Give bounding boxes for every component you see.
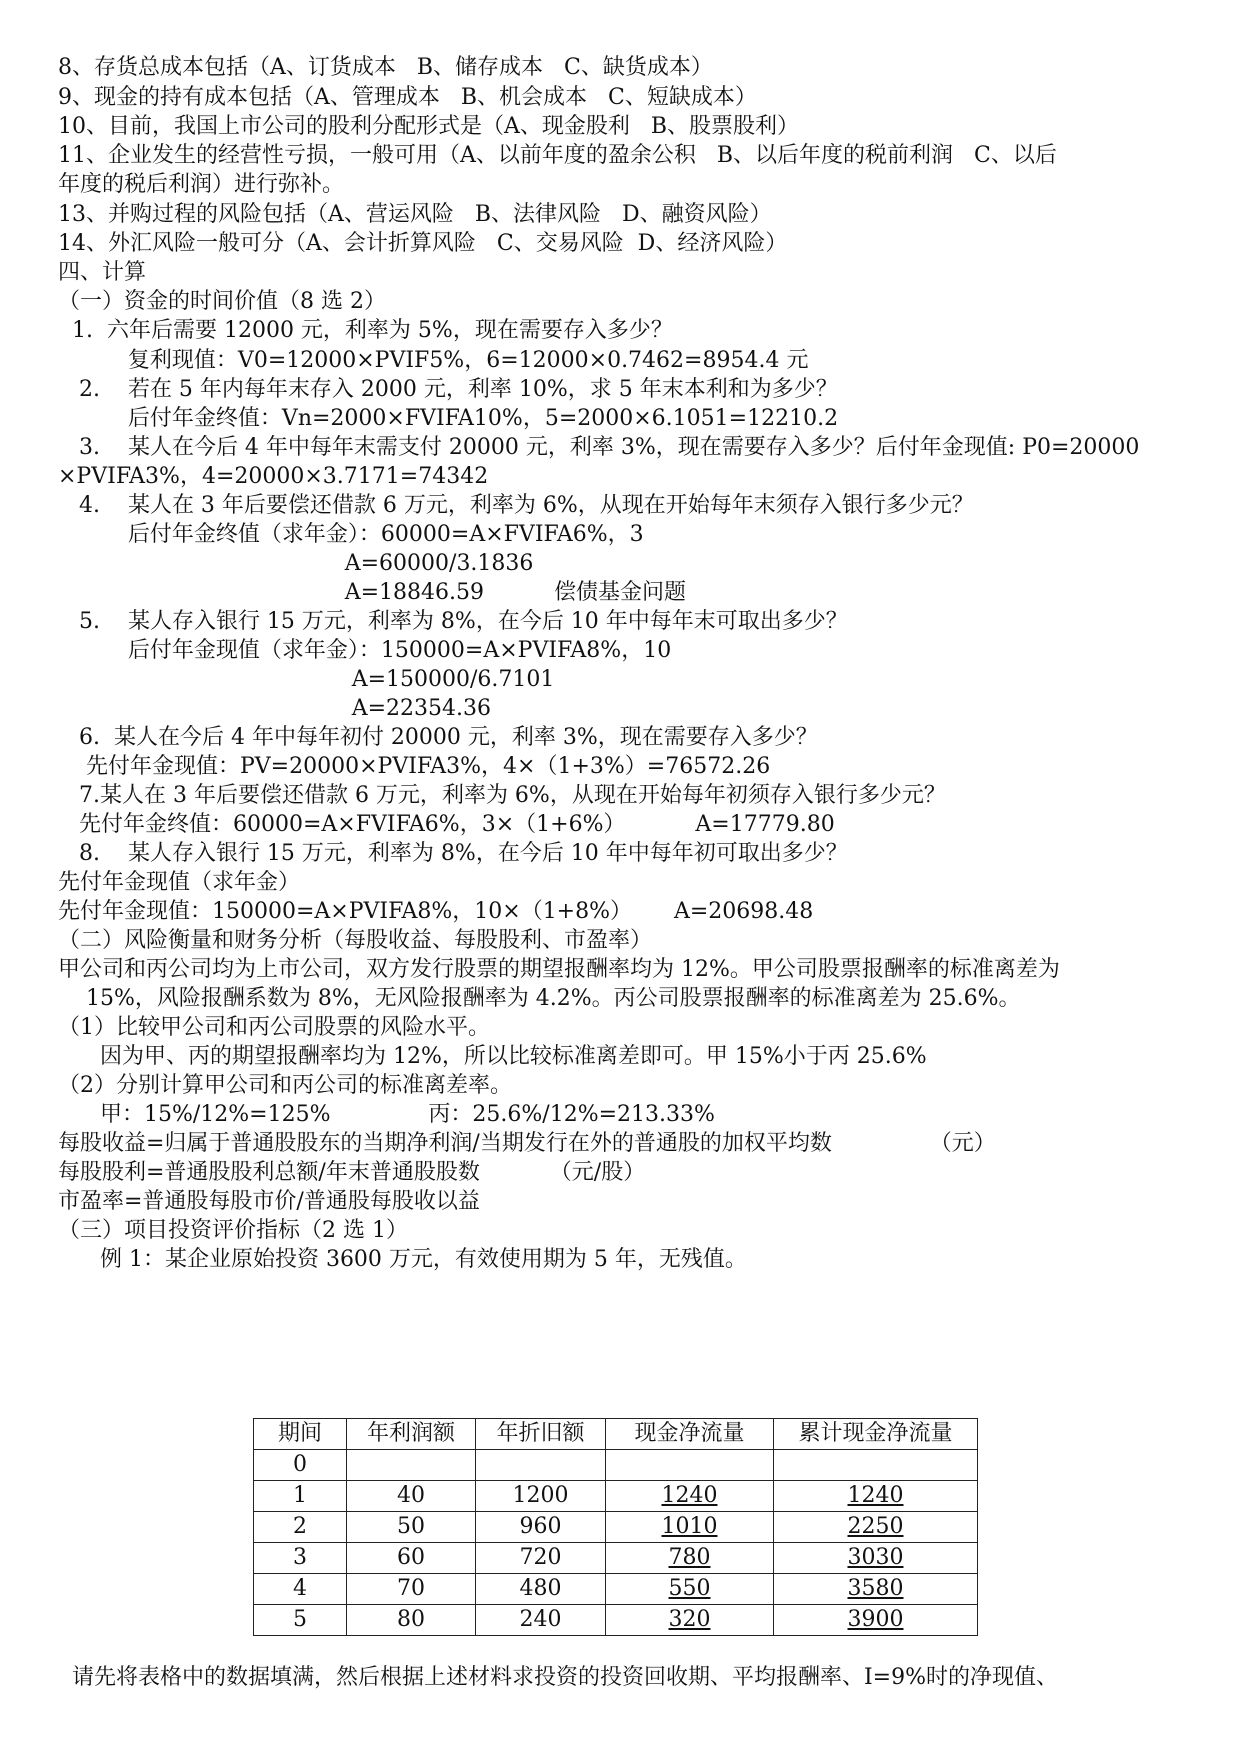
table-cell: 550 xyxy=(606,1574,774,1605)
table-cell: 5 xyxy=(254,1605,347,1636)
text-line: 年度的税后利润）进行弥补。 xyxy=(58,172,345,197)
table-row xyxy=(254,1574,978,1605)
footer-text-line: 请先将表格中的数据填满，然后根据上述材料求投资的投资回收期、平均报酬率、I=9%时的净现值、 xyxy=(58,1665,1059,1690)
table-cell xyxy=(476,1450,606,1481)
text-line: 1. 六年后需要 12000 元，利率为 5%，现在需要存入多少？ xyxy=(58,318,673,343)
text-line: 2. 若在 5 年内每年末存入 2000 元，利率 10%，求 5 年末本利和为多少？ xyxy=(58,377,838,402)
text-line: 每股股利=普通股股利总额/年末普通股股数 （元/股） xyxy=(58,1160,646,1185)
text-line: 后付年金终值：Vn=2000×FVIFA10%，5=2000×6.1051=12210.2 xyxy=(58,406,839,431)
text-line: 15%，风险报酬系数为 8%，无风险报酬率为 4.2%。丙公司股票报酬率的标准离差为 25.6%。 xyxy=(58,986,1021,1011)
table-header-cell: 现金净流量 xyxy=(606,1419,774,1450)
text-line: 每股收益=归属于普通股股东的当期净利润/当期发行在外的普通股的加权平均数 （元） xyxy=(58,1131,996,1156)
table-cell: 3030 xyxy=(774,1543,978,1574)
text-line: 甲公司和丙公司均为上市公司，双方发行股票的期望报酬率均为 12%。甲公司股票报酬率的标准离差为 xyxy=(58,957,1060,982)
text-line: 复利现值：V0=12000×PVIF5%，6=12000×0.7462=8954.4 元 xyxy=(58,348,809,373)
section-heading: 四、计算 xyxy=(58,260,147,285)
table-cell xyxy=(774,1450,978,1481)
table-header-cell: 期间 xyxy=(254,1419,347,1450)
text-line: 10、目前，我国上市公司的股利分配形式是（A、现金股利 B、股票股利） xyxy=(58,114,800,139)
subsection-heading: （三）项目投资评价指标（2 选 1） xyxy=(58,1218,408,1243)
cash-flow-table xyxy=(253,1418,978,1636)
table-cell: 50 xyxy=(347,1512,476,1543)
text-line: 后付年金终值（求年金）：60000=A×FVIFA6%，3 xyxy=(58,522,644,547)
table-cell: 3580 xyxy=(774,1574,978,1605)
table-cell: 1200 xyxy=(476,1481,606,1512)
table-cell: 3 xyxy=(254,1543,347,1574)
text-line: （1）比较甲公司和丙公司股票的风险水平。 xyxy=(58,1015,490,1040)
text-line: 4. 某人在 3 年后要偿还借款 6 万元，利率为 6%，从现在开始每年末须存入银行多少元？ xyxy=(58,493,974,518)
table-cell: 960 xyxy=(476,1512,606,1543)
text-line: 先付年金现值：150000=A×PVIFA8%，10×（1+8%） A=20698.48 xyxy=(58,899,814,924)
text-line: 8. 某人存入银行 15 万元，利率为 8%，在今后 10 年中每年初可取出多少？ xyxy=(58,841,848,866)
text-line: A=22354.36 xyxy=(58,696,492,721)
text-line: 9、现金的持有成本包括（A、管理成本 B、机会成本 C、短缺成本） xyxy=(58,85,757,110)
subsection-heading: （一）资金的时间价值（8 选 2） xyxy=(58,289,386,314)
table-cell: 60 xyxy=(347,1543,476,1574)
text-line: 市盈率=普通股每股市价/普通股每股收以益 xyxy=(58,1189,480,1214)
table-header-cell: 累计现金净流量 xyxy=(774,1419,978,1450)
text-line: 后付年金现值（求年金）：150000=A×PVIFA8%，10 xyxy=(58,638,672,663)
text-line: 例 1：某企业原始投资 3600 万元，有效使用期为 5 年，无残值。 xyxy=(58,1247,747,1272)
table-cell: 1 xyxy=(254,1481,347,1512)
text-line: 5. 某人存入银行 15 万元，利率为 8%，在今后 10 年中每年末可取出多少？ xyxy=(58,609,848,634)
table-cell: 0 xyxy=(254,1450,347,1481)
text-line: 13、并购过程的风险包括（A、营运风险 B、法律风险 D、融资风险） xyxy=(58,202,772,227)
table-cell: 2 xyxy=(254,1512,347,1543)
table-cell: 3900 xyxy=(774,1605,978,1636)
text-line: 6. 某人在今后 4 年中每年初付 20000 元，利率 3%，现在需要存入多少？ xyxy=(58,725,818,750)
text-line: A=18846.59 偿债基金问题 xyxy=(58,580,686,605)
table-cell: 40 xyxy=(347,1481,476,1512)
table-header-cell: 年利润额 xyxy=(347,1419,476,1450)
table-cell: 80 xyxy=(347,1605,476,1636)
table-row xyxy=(254,1481,978,1512)
text-line: 因为甲、丙的期望报酬率均为 12%，所以比较标准离差即可。甲 15%小于丙 25.6% xyxy=(58,1044,927,1069)
table-row xyxy=(254,1605,978,1636)
table-cell xyxy=(606,1450,774,1481)
table-cell: 480 xyxy=(476,1574,606,1605)
text-line: 7.某人在 3 年后要偿还借款 6 万元，利率为 6%，从现在开始每年初须存入银行多少元？ xyxy=(58,783,946,808)
text-line: 8、存货总成本包括（A、订货成本 B、储存成本 C、缺货成本） xyxy=(58,55,713,80)
table-cell: 1240 xyxy=(606,1481,774,1512)
table-row xyxy=(254,1543,978,1574)
text-line: 先付年金现值（求年金） xyxy=(58,870,301,895)
text-line: 甲：15%/12%=125% 丙：25.6%/12%=213.33% xyxy=(58,1102,715,1127)
table-row xyxy=(254,1450,978,1481)
table-header-row xyxy=(254,1419,978,1450)
text-line: （2）分别计算甲公司和丙公司的标准离差率。 xyxy=(58,1073,512,1098)
text-line: 先付年金现值：PV=20000×PVIFA3%，4×（1+3%）=76572.26 xyxy=(58,754,771,779)
table-header-cell: 年折旧额 xyxy=(476,1419,606,1450)
table-cell: 720 xyxy=(476,1543,606,1574)
text-line: 11、企业发生的经营性亏损，一般可用（A、以前年度的盈余公积 B、以后年度的税前利润 C、以后 xyxy=(58,143,1057,168)
subsection-heading: （二）风险衡量和财务分析（每股收益、每股股利、市盈率） xyxy=(58,928,653,953)
table-cell: 1240 xyxy=(774,1481,978,1512)
table-cell: 780 xyxy=(606,1543,774,1574)
table-row xyxy=(254,1512,978,1543)
text-line: 3. 某人在今后 4 年中每年末需支付 20000 元，利率 3%，现在需要存入多少？后付年金现值: P0=20000 xyxy=(58,435,1140,460)
text-line: ×PVIFA3%，4=20000×3.7171=74342 xyxy=(58,464,489,489)
table-cell: 1010 xyxy=(606,1512,774,1543)
text-line: A=150000/6.7101 xyxy=(58,667,555,692)
table-cell: 320 xyxy=(606,1605,774,1636)
text-line: A=60000/3.1836 xyxy=(58,551,534,576)
table-cell: 70 xyxy=(347,1574,476,1605)
text-line: 14、外汇风险一般可分（A、会计折算风险 C、交易风险 D、经济风险） xyxy=(58,231,788,256)
text-line: 先付年金终值：60000=A×FVIFA6%，3×（1+6%） A=17779.80 xyxy=(58,812,835,837)
table-cell: 4 xyxy=(254,1574,347,1605)
table-cell: 240 xyxy=(476,1605,606,1636)
table-cell xyxy=(347,1450,476,1481)
table-cell: 2250 xyxy=(774,1512,978,1543)
